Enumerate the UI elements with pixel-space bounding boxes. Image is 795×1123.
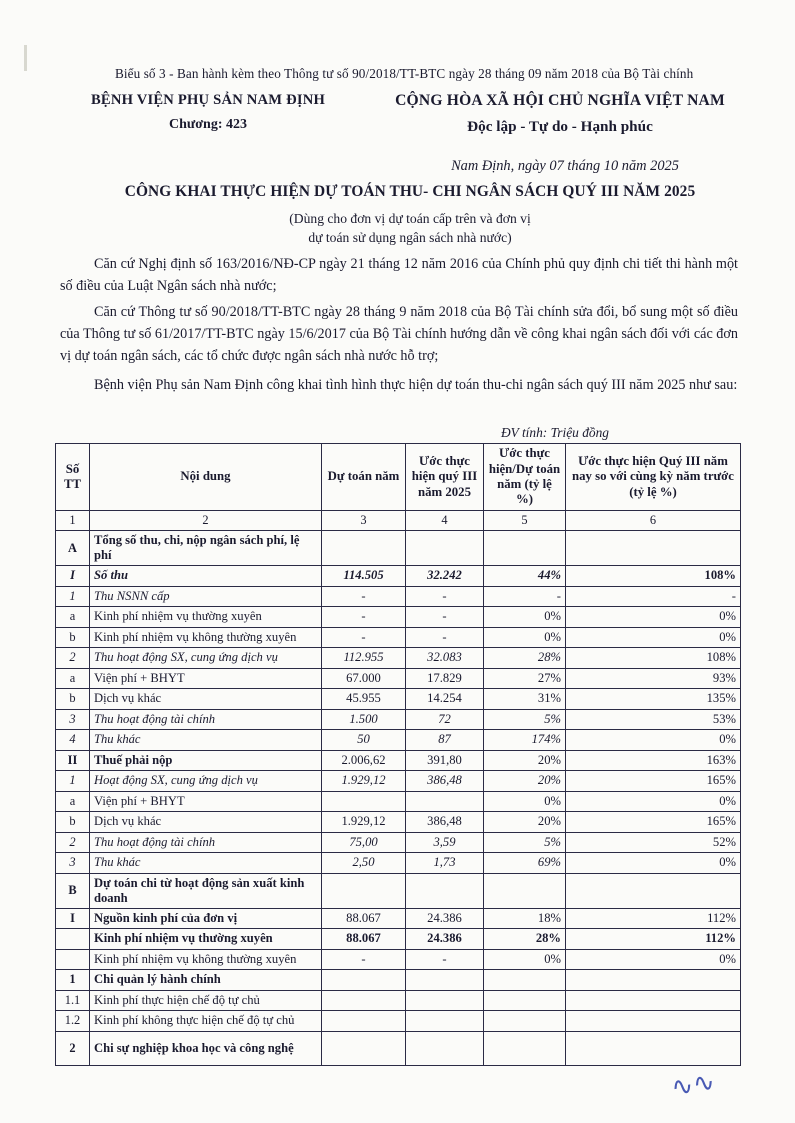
page-title: CÔNG KHAI THỰC HIỆN DỰ TOÁN THU- CHI NGÂN SÁCH QUÝ III NĂM 2025 bbox=[124, 183, 696, 200]
cell-ratio-prev-year bbox=[566, 970, 741, 991]
table-row bbox=[56, 627, 741, 648]
cell-stt: II bbox=[56, 750, 90, 771]
cell-stt: A bbox=[56, 531, 90, 566]
cell-ratio-prev-year: 0% bbox=[566, 949, 741, 970]
cell-ratio-year: 174% bbox=[484, 730, 566, 751]
cell-plan-year bbox=[322, 531, 406, 566]
cell-estimate-q3: - bbox=[406, 949, 484, 970]
table-body bbox=[56, 531, 741, 1066]
cell-plan-year bbox=[322, 1031, 406, 1065]
cell-plan-year bbox=[322, 791, 406, 812]
cell-plan-year: 1.929,12 bbox=[322, 771, 406, 792]
cell-stt: a bbox=[56, 607, 90, 628]
cell-stt: I bbox=[56, 566, 90, 587]
cell-content: Kinh phí thực hiện chế độ tự chủ bbox=[90, 990, 322, 1011]
cell-ratio-prev-year bbox=[566, 1011, 741, 1032]
cell-plan-year: - bbox=[322, 607, 406, 628]
cell-ratio-year bbox=[484, 990, 566, 1011]
table-row bbox=[56, 853, 741, 874]
cell-ratio-year: 0% bbox=[484, 949, 566, 970]
table-row bbox=[56, 1031, 741, 1065]
cell-ratio-year: 28% bbox=[484, 929, 566, 950]
cell-ratio-year: 5% bbox=[484, 832, 566, 853]
table-row bbox=[56, 689, 741, 710]
cell-ratio-year: 44% bbox=[484, 566, 566, 587]
cell-ratio-prev-year: 112% bbox=[566, 908, 741, 929]
col-header-ratio-prev-year: Ước thực hiện Quý III năm nay so với cùng kỳ năm trước (tỷ lệ %) bbox=[566, 444, 741, 511]
cell-estimate-q3: 386,48 bbox=[406, 771, 484, 792]
col-header-ratio-year: Ước thực hiện/Dự toán năm (tỷ lệ %) bbox=[484, 444, 566, 511]
cell-content: Viện phí + BHYT bbox=[90, 791, 322, 812]
cell-estimate-q3: 24.386 bbox=[406, 908, 484, 929]
cell-ratio-prev-year: 165% bbox=[566, 812, 741, 833]
cell-ratio-prev-year: 0% bbox=[566, 791, 741, 812]
col-index-5: 5 bbox=[484, 511, 566, 531]
cell-ratio-prev-year: 0% bbox=[566, 607, 741, 628]
table-row bbox=[56, 832, 741, 853]
cell-stt: 1 bbox=[56, 586, 90, 607]
cell-estimate-q3: 72 bbox=[406, 709, 484, 730]
cell-plan-year bbox=[322, 1011, 406, 1032]
cell-estimate-q3 bbox=[406, 1011, 484, 1032]
cell-content: Dịch vụ khác bbox=[90, 812, 322, 833]
cell-ratio-year bbox=[484, 1011, 566, 1032]
col-index-3: 3 bbox=[322, 511, 406, 531]
cell-estimate-q3: - bbox=[406, 586, 484, 607]
cell-content: Thu khác bbox=[90, 730, 322, 751]
cell-stt: 3 bbox=[56, 853, 90, 874]
table-row bbox=[56, 730, 741, 751]
cell-ratio-prev-year bbox=[566, 531, 741, 566]
cell-estimate-q3: 14.254 bbox=[406, 689, 484, 710]
cell-ratio-prev-year bbox=[566, 1031, 741, 1065]
cell-estimate-q3: 24.386 bbox=[406, 929, 484, 950]
table-row bbox=[56, 970, 741, 991]
cell-stt: I bbox=[56, 908, 90, 929]
col-header-stt: Số TT bbox=[56, 444, 90, 511]
table-row bbox=[56, 750, 741, 771]
cell-content: Thu hoạt động tài chính bbox=[90, 832, 322, 853]
cell-estimate-q3: 17.829 bbox=[406, 668, 484, 689]
cell-content: Dự toán chi từ hoạt động sản xuất kinh doanh bbox=[90, 873, 322, 908]
cell-content: Kinh phí nhiệm vụ thường xuyên bbox=[90, 929, 322, 950]
cell-content: Kinh phí không thực hiện chế độ tự chủ bbox=[90, 1011, 322, 1032]
cell-ratio-year: 69% bbox=[484, 853, 566, 874]
cell-estimate-q3: 32.242 bbox=[406, 566, 484, 587]
cell-ratio-year: 28% bbox=[484, 648, 566, 669]
cell-estimate-q3: 3,59 bbox=[406, 832, 484, 853]
cell-content: Thu NSNN cấp bbox=[90, 586, 322, 607]
table-row bbox=[56, 771, 741, 792]
place-date: Nam Định, ngày 07 tháng 10 năm 2025 bbox=[451, 158, 679, 174]
table-row bbox=[56, 1011, 741, 1032]
table-row bbox=[56, 812, 741, 833]
cell-ratio-prev-year: 0% bbox=[566, 853, 741, 874]
cell-stt: 1.1 bbox=[56, 990, 90, 1011]
cell-ratio-prev-year: 108% bbox=[566, 648, 741, 669]
cell-ratio-year: 20% bbox=[484, 771, 566, 792]
cell-stt bbox=[56, 929, 90, 950]
cell-ratio-year bbox=[484, 873, 566, 908]
cell-estimate-q3: 1,73 bbox=[406, 853, 484, 874]
nation-block bbox=[360, 92, 760, 136]
col-header-plan-year: Dự toán năm bbox=[322, 444, 406, 511]
col-index-2: 2 bbox=[90, 511, 322, 531]
cell-ratio-prev-year: 0% bbox=[566, 730, 741, 751]
cell-ratio-year bbox=[484, 531, 566, 566]
cell-plan-year: 112.955 bbox=[322, 648, 406, 669]
cell-content: Chi quản lý hành chính bbox=[90, 970, 322, 991]
cell-stt: 1 bbox=[56, 970, 90, 991]
title-subline-1: (Dùng cho đơn vị dự toán cấp trên và đơn vị bbox=[289, 211, 531, 226]
title-subline-2: dự toán sử dụng ngân sách nhà nước) bbox=[308, 230, 512, 245]
cell-content: Nguồn kinh phí của đơn vị bbox=[90, 908, 322, 929]
cell-plan-year: 114.505 bbox=[322, 566, 406, 587]
paragraph-legal-basis-2: Căn cứ Thông tư số 90/2018/TT-BTC ngày 28 tháng 9 năm 2018 của Bộ Tài chính sửa đổi, bổ sung một số điều của Thông tư số 61/2017/TT-BTC ngày 15/6/2017 của Bộ Tài chính hướng dẫn về công khai ngân sách đối với các đơn vị dự toán ngân sách, các tổ chức được ngân sách nhà nước hỗ trợ; bbox=[60, 304, 738, 364]
col-header-content: Nội dung bbox=[90, 444, 322, 511]
table-row bbox=[56, 990, 741, 1011]
cell-stt: B bbox=[56, 873, 90, 908]
unit-note: ĐV tính: Triệu đồng bbox=[500, 425, 609, 440]
table-row bbox=[56, 929, 741, 950]
cell-estimate-q3: 386,48 bbox=[406, 812, 484, 833]
cell-content: Số thu bbox=[90, 566, 322, 587]
cell-content: Thuế phải nộp bbox=[90, 750, 322, 771]
cell-plan-year: 1.500 bbox=[322, 709, 406, 730]
cell-ratio-prev-year bbox=[566, 873, 741, 908]
scan-edge-mark bbox=[24, 45, 27, 71]
cell-content: Kinh phí nhiệm vụ không thường xuyên bbox=[90, 627, 322, 648]
cell-ratio-prev-year: 112% bbox=[566, 929, 741, 950]
cell-ratio-year: 0% bbox=[484, 607, 566, 628]
paragraph-declaration: Bệnh viện Phụ sản Nam Định công khai tình hình thực hiện dự toán thu-chi ngân sách quý III năm 2025 như sau: bbox=[94, 377, 738, 393]
cell-ratio-prev-year: 53% bbox=[566, 709, 741, 730]
cell-ratio-prev-year: 108% bbox=[566, 566, 741, 587]
cell-ratio-prev-year: - bbox=[566, 586, 741, 607]
cell-plan-year bbox=[322, 970, 406, 991]
cell-ratio-year: 27% bbox=[484, 668, 566, 689]
cell-plan-year: 67.000 bbox=[322, 668, 406, 689]
cell-stt: a bbox=[56, 791, 90, 812]
cell-ratio-prev-year: 163% bbox=[566, 750, 741, 771]
cell-plan-year: - bbox=[322, 586, 406, 607]
organization-name: BỆNH VIỆN PHỤ SẢN NAM ĐỊNH bbox=[91, 92, 325, 108]
cell-estimate-q3 bbox=[406, 791, 484, 812]
cell-content: Chi sự nghiệp khoa học và công nghệ bbox=[90, 1031, 322, 1065]
cell-ratio-year bbox=[484, 970, 566, 991]
budget-table bbox=[55, 443, 741, 1066]
cell-ratio-prev-year bbox=[566, 990, 741, 1011]
cell-plan-year bbox=[322, 990, 406, 1011]
cell-estimate-q3 bbox=[406, 970, 484, 991]
cell-ratio-year: 0% bbox=[484, 627, 566, 648]
nation-motto: Độc lập - Tự do - Hạnh phúc bbox=[467, 118, 653, 135]
cell-estimate-q3: - bbox=[406, 607, 484, 628]
cell-stt: a bbox=[56, 668, 90, 689]
cell-ratio-year: 20% bbox=[484, 750, 566, 771]
col-index-4: 4 bbox=[406, 511, 484, 531]
cell-ratio-year: 0% bbox=[484, 791, 566, 812]
cell-ratio-prev-year: 93% bbox=[566, 668, 741, 689]
cell-plan-year: 88.067 bbox=[322, 908, 406, 929]
cell-ratio-prev-year: 52% bbox=[566, 832, 741, 853]
cell-stt: 2 bbox=[56, 832, 90, 853]
cell-plan-year: 2,50 bbox=[322, 853, 406, 874]
col-header-estimate-q3: Ước thực hiện quý III năm 2025 bbox=[406, 444, 484, 511]
table-row bbox=[56, 709, 741, 730]
cell-ratio-prev-year: 0% bbox=[566, 627, 741, 648]
table-row bbox=[56, 668, 741, 689]
table-row bbox=[56, 586, 741, 607]
cell-plan-year: 45.955 bbox=[322, 689, 406, 710]
cell-plan-year bbox=[322, 873, 406, 908]
table-row bbox=[56, 908, 741, 929]
chapter-number: Chương: 423 bbox=[169, 117, 247, 132]
cell-estimate-q3 bbox=[406, 1031, 484, 1065]
cell-estimate-q3: - bbox=[406, 627, 484, 648]
nation-name: CỘNG HÒA XÃ HỘI CHỦ NGHĨA VIỆT NAM bbox=[395, 92, 725, 109]
cell-ratio-prev-year: 135% bbox=[566, 689, 741, 710]
cell-estimate-q3 bbox=[406, 873, 484, 908]
table-row bbox=[56, 648, 741, 669]
table-row bbox=[56, 949, 741, 970]
form-note: Biểu số 3 - Ban hành kèm theo Thông tư số 90/2018/TT-BTC ngày 28 tháng 09 năm 2018 của Bộ Tài chính bbox=[115, 66, 694, 81]
col-index-1: 1 bbox=[56, 511, 90, 531]
table-row bbox=[56, 566, 741, 587]
cell-stt: b bbox=[56, 627, 90, 648]
cell-stt: b bbox=[56, 812, 90, 833]
cell-stt bbox=[56, 949, 90, 970]
cell-estimate-q3: 32.083 bbox=[406, 648, 484, 669]
cell-plan-year: 50 bbox=[322, 730, 406, 751]
cell-stt: 1.2 bbox=[56, 1011, 90, 1032]
cell-stt: 1 bbox=[56, 771, 90, 792]
table-row bbox=[56, 531, 741, 566]
cell-ratio-year: 5% bbox=[484, 709, 566, 730]
paragraph-legal-basis-1: Căn cứ Nghị định số 163/2016/NĐ-CP ngày 21 tháng 12 năm 2016 của Chính phủ quy định chi tiết thi hành một số điều của Luật Ngân sách nhà nước; bbox=[60, 256, 738, 294]
cell-plan-year: 1.929,12 bbox=[322, 812, 406, 833]
cell-stt: 4 bbox=[56, 730, 90, 751]
cell-ratio-year bbox=[484, 1031, 566, 1065]
cell-stt: 3 bbox=[56, 709, 90, 730]
cell-ratio-year: 18% bbox=[484, 908, 566, 929]
cell-content: Kinh phí nhiệm vụ thường xuyên bbox=[90, 607, 322, 628]
table-head bbox=[56, 444, 741, 531]
cell-stt: 2 bbox=[56, 648, 90, 669]
cell-content: Kinh phí nhiệm vụ không thường xuyên bbox=[90, 949, 322, 970]
cell-ratio-year: 31% bbox=[484, 689, 566, 710]
column-index-row bbox=[56, 511, 741, 531]
cell-plan-year: 88.067 bbox=[322, 929, 406, 950]
cell-content: Dịch vụ khác bbox=[90, 689, 322, 710]
handwritten-signature: ∿∿ bbox=[669, 1066, 718, 1104]
cell-content: Thu hoạt động SX, cung ứng dịch vụ bbox=[90, 648, 322, 669]
cell-estimate-q3 bbox=[406, 990, 484, 1011]
cell-plan-year: - bbox=[322, 627, 406, 648]
col-index-6: 6 bbox=[566, 511, 741, 531]
cell-estimate-q3 bbox=[406, 531, 484, 566]
organization-block bbox=[58, 92, 358, 133]
cell-plan-year: - bbox=[322, 949, 406, 970]
cell-estimate-q3: 391,80 bbox=[406, 750, 484, 771]
table-row bbox=[56, 607, 741, 628]
cell-content: Tổng số thu, chi, nộp ngân sách phí, lệ phí bbox=[90, 531, 322, 566]
cell-content: Thu hoạt động tài chính bbox=[90, 709, 322, 730]
cell-plan-year: 75,00 bbox=[322, 832, 406, 853]
cell-content: Viện phí + BHYT bbox=[90, 668, 322, 689]
cell-content: Hoạt động SX, cung ứng dịch vụ bbox=[90, 771, 322, 792]
table-row bbox=[56, 873, 741, 908]
cell-ratio-year: 20% bbox=[484, 812, 566, 833]
cell-ratio-prev-year: 165% bbox=[566, 771, 741, 792]
cell-ratio-year: - bbox=[484, 586, 566, 607]
table-row bbox=[56, 791, 741, 812]
cell-estimate-q3: 87 bbox=[406, 730, 484, 751]
cell-plan-year: 2.006,62 bbox=[322, 750, 406, 771]
cell-stt: 2 bbox=[56, 1031, 90, 1065]
cell-content: Thu khác bbox=[90, 853, 322, 874]
cell-stt: b bbox=[56, 689, 90, 710]
